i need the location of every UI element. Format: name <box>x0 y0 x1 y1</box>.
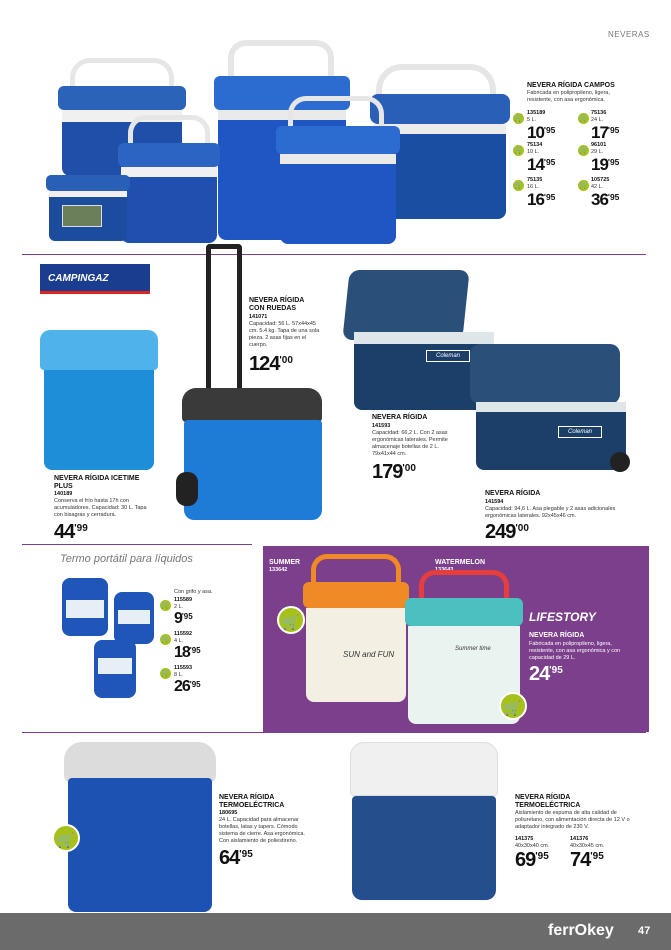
footer-brand-logo: ferrOkey <box>548 922 614 939</box>
campingaz-logo <box>40 264 150 294</box>
campos-desc: Fabricada en polipropileno, ligera, resistente, con asa ergonómica. <box>527 90 610 103</box>
divider <box>22 732 646 733</box>
campos-variant-code: 96101 <box>591 142 607 148</box>
lifestory-panel <box>263 546 649 732</box>
termo-variant-size: 2 L. <box>174 604 184 610</box>
termo-variant-code: 115593 <box>174 665 193 671</box>
campos-variant-code: 75135 <box>527 177 543 183</box>
campos-variant-size: 29 L. <box>591 149 604 155</box>
termo-jugs-image <box>58 578 158 718</box>
campos-variant-code: 75136 <box>591 110 607 116</box>
termo1-code: 180695 <box>219 810 238 816</box>
cooler-campos-5 <box>46 175 130 241</box>
campos-variant-price: $36^{'95}$ <box>591 190 620 209</box>
campos-variant-size: 24 L. <box>591 117 604 123</box>
campos-variant-size: 5 L. <box>527 117 537 123</box>
termo1-desc: 24 L. Capacidad para almacenar botellas, latas y tapers. Cómodo sistema de cierre. Asa ergonómica. Con aislamiento de poliestireno. <box>219 817 305 844</box>
footer-bar <box>0 913 671 950</box>
lifestory-desc: Fabricada en polipropileno, ligera, resistente, con asa ergonómica y con capacidad de 29 L. <box>529 641 621 661</box>
campos-variant-code: 105725 <box>591 177 610 183</box>
lifestory-brand: LIFESTORY <box>529 610 596 624</box>
coleman-logo: Coleman <box>558 426 602 438</box>
termo1-price: $64^{'95}$ <box>219 847 253 869</box>
divider <box>22 254 646 255</box>
termo-variant-price: $18^{'95}$ <box>174 644 201 661</box>
icetime-title: NEVERA RÍGIDA ICETIME PLUS <box>54 475 140 490</box>
campos-variant-code: 75134 <box>527 142 543 148</box>
coleman1-code: 141593 <box>372 423 391 429</box>
coleman2-title: NEVERA RÍGIDA <box>485 490 541 497</box>
termoelectrica-40-image <box>350 742 498 900</box>
coleman-cooler-94-image <box>470 344 630 476</box>
coleman1-price: $179^{'00}$ <box>372 461 416 483</box>
cart-icon[interactable]: 🛒 <box>277 606 305 634</box>
termo-variant-price: $26^{'95}$ <box>174 678 201 695</box>
termo-desc: Con grifo y asa. <box>174 589 213 595</box>
campos-variant-price: $14^{'95}$ <box>527 155 556 174</box>
campos-variant-size: 42 L. <box>591 184 604 190</box>
watermelon-code: 133643 <box>435 567 454 573</box>
termo-variant-size: 4 L. <box>174 638 184 644</box>
campos-variant-price: $10^{'95}$ <box>527 123 556 142</box>
coleman2-code: 141594 <box>485 499 504 505</box>
campos-variant-size: 16 L. <box>527 184 540 190</box>
termo-variant-code: 115589 <box>174 597 193 603</box>
termo2-title: NEVERA RÍGIDA TERMOELÉCTRICA <box>515 794 581 809</box>
termo-variant-price: $9^{'95}$ <box>174 610 193 627</box>
icetime-desc: Conserva el frío hasta 17h con acumuladores. Capacidad: 30 L. Tapa con bisagras y cerradura. <box>54 498 147 518</box>
campingaz-logo-text: CAMPINGAZ <box>48 273 109 284</box>
coleman1-desc: Capacidad: 66,2 L. Con 2 asas ergonómicas laterales. Permite almacenaje botellas de 2 L. 79x41x44 cm. <box>372 430 448 457</box>
campos-variant-code: 135189 <box>527 110 546 116</box>
rolling-cooler-image <box>176 244 328 534</box>
divider <box>22 544 252 545</box>
cart-icon[interactable]: 🛒 <box>499 692 527 720</box>
campos-variant-price: $17^{'95}$ <box>591 123 620 142</box>
cart-icon[interactable]: 🛒 <box>579 182 588 189</box>
summer-art-text: SUN and FUN <box>343 650 395 659</box>
coleman2-desc: Capacidad: 94,6 L. Asa plegable y 2 asas adicionales ergonómicas laterales. 92x45x46 cm. <box>485 506 616 519</box>
ruedas-title: NEVERA RÍGIDA CON RUEDAS <box>249 297 305 312</box>
lifestory-title: NEVERA RÍGIDA <box>529 632 585 639</box>
cooler-campos-16 <box>118 115 220 243</box>
ruedas-price: $124^{'00}$ <box>249 353 293 375</box>
cart-icon[interactable]: 🛒 <box>161 670 170 677</box>
cart-icon[interactable]: 🛒 <box>161 636 170 643</box>
cart-icon[interactable]: 🛒 <box>579 115 588 122</box>
termo1-title: NEVERA RÍGIDA TERMOELÉCTRICA <box>219 794 285 809</box>
cart-icon[interactable]: 🛒 <box>514 182 523 189</box>
cart-icon[interactable]: 🛒 <box>514 147 523 154</box>
termo-variant-size: 8 L. <box>174 672 184 678</box>
termo-heading: Termo portátil para líquidos <box>60 553 193 565</box>
campos-variant-size: 10 L. <box>527 149 540 155</box>
termo-variant-code: 115592 <box>174 631 193 637</box>
summer-cooler-image <box>303 554 409 704</box>
section-title: NEVERAS <box>608 30 650 39</box>
summer-code: 133642 <box>269 567 288 573</box>
termoelectrica-24-image <box>64 742 216 912</box>
cart-icon[interactable]: 🛒 <box>52 824 80 852</box>
termo2-variant-size: 40x30x40 cm. <box>515 843 550 849</box>
ruedas-desc: Capacidad: 56 L. 57x44x45 cm. 5.4 kg. Tapa de una sola pieza. 2 asas fijas en el cuerpo. <box>249 321 320 348</box>
cooler-campos-10 <box>276 96 400 244</box>
watermelon-art-text: Summer time <box>455 646 491 652</box>
icetime-code: 140189 <box>54 491 73 497</box>
termo2-desc: Aislamiento de espuma de alta calidad de poliuretano, con alimentación directa de 12 V o adaptador integrado de 230 V. <box>515 810 630 830</box>
termo2-variant-size: 40x30x45 cm. <box>570 843 605 849</box>
campos-variant-price: $16^{'95}$ <box>527 190 556 209</box>
termo2-variant-price: $74^{'95}$ <box>570 849 604 871</box>
lifestory-price: $24^{'95}$ <box>529 663 563 685</box>
cart-icon[interactable]: 🛒 <box>514 115 523 122</box>
coleman-logo: Coleman <box>426 350 470 362</box>
termo2-variant-price: $69^{'95}$ <box>515 849 549 871</box>
campos-title: NEVERA RÍGIDA CAMPOS <box>527 82 615 89</box>
page-number: 47 <box>638 925 651 937</box>
icetime-cooler-image <box>40 330 158 470</box>
summer-label: SUMMER <box>269 559 301 566</box>
cart-icon[interactable]: 🛒 <box>161 602 170 609</box>
watermelon-label: WATERMELON <box>435 559 486 566</box>
termo2-variant-code: 141375 <box>515 836 534 842</box>
icetime-price: $44^{'99}$ <box>54 521 88 543</box>
campos-variant-price: $19^{'95}$ <box>591 155 620 174</box>
cart-icon[interactable]: 🛒 <box>579 147 588 154</box>
termo2-variant-code: 141376 <box>570 836 589 842</box>
ruedas-code: 141071 <box>249 314 268 320</box>
coleman2-price: $249^{'00}$ <box>485 521 529 543</box>
coleman1-title: NEVERA RÍGIDA <box>372 414 428 421</box>
